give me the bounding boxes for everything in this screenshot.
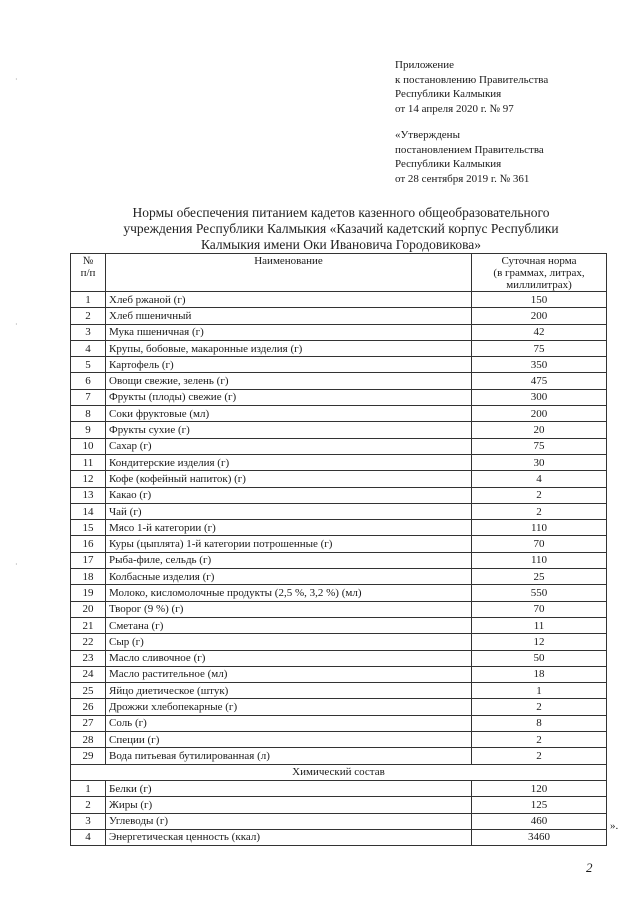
row-name: Кофе (кофейный напиток) (г) [106, 471, 472, 487]
row-name: Фрукты (плоды) свежие (г) [106, 389, 472, 405]
row-number: 25 [71, 683, 106, 699]
row-number: 21 [71, 617, 106, 633]
header-norm-line: Суточная норма [501, 255, 577, 267]
row-name: Куры (цыплята) 1-й категории потрошенные (г) [106, 536, 472, 552]
table-row [71, 634, 607, 650]
row-number: 2 [71, 797, 106, 813]
row-value: 4 [472, 471, 607, 487]
row-value: 70 [472, 536, 607, 552]
table-row [71, 536, 607, 552]
row-number: 1 [71, 780, 106, 796]
approved-block [395, 128, 544, 186]
row-name: Творог (9 %) (г) [106, 601, 472, 617]
appendix-block [395, 58, 548, 116]
row-value: 2 [472, 732, 607, 748]
table-row [71, 308, 607, 324]
row-value: 120 [472, 780, 607, 796]
table-row [71, 487, 607, 503]
title-line: Нормы обеспечения питанием кадетов казенного общеобразовательного [132, 205, 550, 220]
table-header-row [71, 254, 607, 292]
row-name: Рыба-филе, сельдь (г) [106, 552, 472, 568]
row-number: 29 [71, 748, 106, 764]
row-value: 110 [472, 552, 607, 568]
row-value: 475 [472, 373, 607, 389]
margin-mark: · [15, 75, 18, 84]
row-name: Сыр (г) [106, 634, 472, 650]
title-line: учреждения Республики Калмыкия «Казачий кадетский корпус Республики [123, 221, 559, 236]
row-name: Хлеб пшеничный [106, 308, 472, 324]
row-value: 20 [472, 422, 607, 438]
document-title [88, 205, 594, 253]
table-row [71, 292, 607, 308]
row-value: 30 [472, 454, 607, 470]
row-value: 200 [472, 406, 607, 422]
row-value: 110 [472, 520, 607, 536]
approved-line: Республики Калмыкия [395, 158, 502, 170]
table-row [71, 357, 607, 373]
table-row [71, 552, 607, 568]
table-row [71, 373, 607, 389]
row-value: 2 [472, 487, 607, 503]
row-name: Хлеб ржаной (г) [106, 292, 472, 308]
page-number: 2 [586, 860, 593, 875]
row-number: 28 [71, 732, 106, 748]
row-value: 12 [472, 634, 607, 650]
section-title: Химический состав [71, 764, 607, 780]
row-name: Белки (г) [106, 780, 472, 796]
table-row [71, 454, 607, 470]
title-line: Калмыкия имени Оки Ивановича Городовикова» [200, 237, 482, 252]
row-number: 5 [71, 357, 106, 373]
row-number: 15 [71, 520, 106, 536]
row-name: Колбасные изделия (г) [106, 569, 472, 585]
row-number: 4 [71, 829, 106, 845]
margin-mark: · [15, 320, 18, 329]
table-row [71, 829, 607, 845]
table-row [71, 748, 607, 764]
row-value: 150 [472, 292, 607, 308]
row-number: 17 [71, 552, 106, 568]
table-row [71, 569, 607, 585]
row-number: 18 [71, 569, 106, 585]
row-number: 24 [71, 666, 106, 682]
table-row [71, 732, 607, 748]
row-number: 20 [71, 601, 106, 617]
table-row [71, 438, 607, 454]
appendix-line: к постановлению Правительства [395, 73, 549, 86]
row-value: 125 [472, 797, 607, 813]
row-number: 16 [71, 536, 106, 552]
table-row [71, 797, 607, 813]
chem-rows [71, 780, 607, 845]
row-name: Мясо 1-й категории (г) [106, 520, 472, 536]
approved-line: постановлением Правительства [395, 143, 544, 156]
row-name: Крупы, бобовые, макаронные изделия (г) [106, 340, 472, 356]
row-name: Энергетическая ценность (ккал) [106, 829, 472, 845]
approved-line: от 28 сентября 2019 г. № 361 [395, 172, 530, 185]
table-row [71, 471, 607, 487]
header-norm-line: миллилитрах) [506, 279, 572, 291]
row-value: 350 [472, 357, 607, 373]
table-row [71, 406, 607, 422]
row-name: Овощи свежие, зелень (г) [106, 373, 472, 389]
row-number: 6 [71, 373, 106, 389]
row-value: 11 [472, 617, 607, 633]
header-number-line: № [82, 255, 94, 267]
row-number: 11 [71, 454, 106, 470]
row-number: 19 [71, 585, 106, 601]
row-value: 2 [472, 503, 607, 519]
row-number: 10 [71, 438, 106, 454]
section-body [71, 764, 607, 780]
table-row [71, 601, 607, 617]
closing-quote: ». [610, 820, 619, 832]
row-value: 25 [472, 569, 607, 585]
table-row [71, 324, 607, 340]
row-name: Жиры (г) [106, 797, 472, 813]
row-value: 300 [472, 389, 607, 405]
header-norm [472, 254, 607, 292]
row-number: 9 [71, 422, 106, 438]
row-value: 8 [472, 715, 607, 731]
row-name: Углеводы (г) [106, 813, 472, 829]
row-number: 22 [71, 634, 106, 650]
row-value: 42 [472, 324, 607, 340]
table-row [71, 389, 607, 405]
approved-line: «Утверждены [395, 129, 460, 141]
row-name: Дрожжи хлебопекарные (г) [106, 699, 472, 715]
table-row [71, 617, 607, 633]
row-name: Картофель (г) [106, 357, 472, 373]
row-number: 8 [71, 406, 106, 422]
table-row [71, 780, 607, 796]
row-value: 200 [472, 308, 607, 324]
row-value: 460 [472, 813, 607, 829]
row-name: Мука пшеничная (г) [106, 324, 472, 340]
row-value: 550 [472, 585, 607, 601]
header-name: Наименование [106, 254, 472, 292]
row-number: 1 [71, 292, 106, 308]
table-row [71, 683, 607, 699]
row-name: Чай (г) [106, 503, 472, 519]
row-number: 14 [71, 503, 106, 519]
row-value: 70 [472, 601, 607, 617]
table-row [71, 813, 607, 829]
row-name: Кондитерские изделия (г) [106, 454, 472, 470]
row-value: 1 [472, 683, 607, 699]
food-rows [71, 292, 607, 765]
row-name: Масло сливочное (г) [106, 650, 472, 666]
row-number: 23 [71, 650, 106, 666]
row-number: 2 [71, 308, 106, 324]
row-number: 3 [71, 324, 106, 340]
norms-table [70, 253, 607, 846]
appendix-line: Республики Калмыкия [395, 88, 502, 100]
appendix-line: Приложение [395, 59, 455, 71]
row-name: Специи (г) [106, 732, 472, 748]
row-number: 7 [71, 389, 106, 405]
row-value: 50 [472, 650, 607, 666]
table-row [71, 666, 607, 682]
table-row [71, 340, 607, 356]
row-name: Яйцо диетическое (штук) [106, 683, 472, 699]
table-row [71, 422, 607, 438]
row-name: Фрукты сухие (г) [106, 422, 472, 438]
header-number-line: п/п [80, 267, 96, 279]
appendix-line: от 14 апреля 2020 г. № 97 [395, 102, 514, 115]
row-value: 2 [472, 748, 607, 764]
table-row [71, 650, 607, 666]
row-name: Соки фруктовые (мл) [106, 406, 472, 422]
section-row [71, 764, 607, 780]
row-number: 13 [71, 487, 106, 503]
row-name: Масло растительное (мл) [106, 666, 472, 682]
header-number [71, 254, 106, 292]
row-value: 2 [472, 699, 607, 715]
row-value: 75 [472, 438, 607, 454]
row-number: 26 [71, 699, 106, 715]
row-name: Сметана (г) [106, 617, 472, 633]
table-row [71, 520, 607, 536]
row-name: Какао (г) [106, 487, 472, 503]
row-value: 18 [472, 666, 607, 682]
row-value: 3460 [472, 829, 607, 845]
margin-mark: · [15, 560, 18, 569]
table-row [71, 503, 607, 519]
row-number: 27 [71, 715, 106, 731]
table-row [71, 699, 607, 715]
row-name: Молоко, кисломолочные продукты (2,5 %, 3,2 %) (мл) [106, 585, 472, 601]
row-name: Вода питьевая бутилированная (л) [106, 748, 472, 764]
row-number: 3 [71, 813, 106, 829]
row-number: 12 [71, 471, 106, 487]
row-name: Соль (г) [106, 715, 472, 731]
row-name: Сахар (г) [106, 438, 472, 454]
row-value: 75 [472, 340, 607, 356]
header-norm-line: (в граммах, литрах, [493, 267, 585, 279]
table-row [71, 715, 607, 731]
table-row [71, 585, 607, 601]
row-number: 4 [71, 340, 106, 356]
